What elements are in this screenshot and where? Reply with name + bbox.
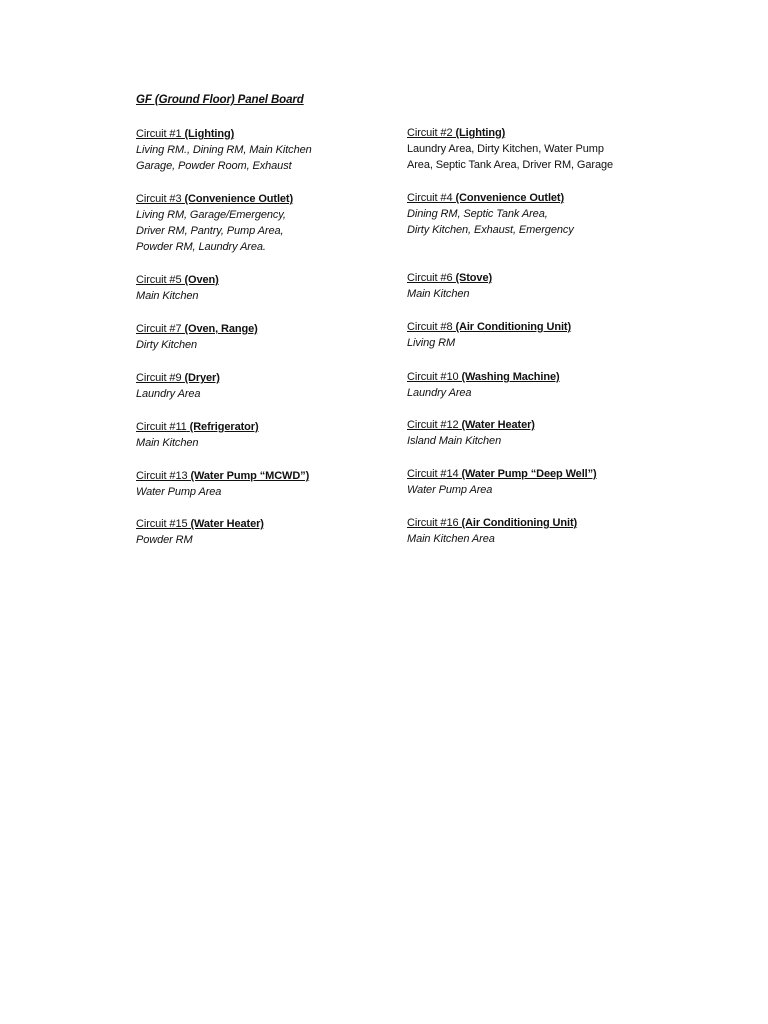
circuit-number: Circuit #6 xyxy=(407,272,453,284)
circuit-entry xyxy=(136,321,386,353)
circuit-type: (Water Heater) xyxy=(190,518,264,530)
circuit-area: Water Pump Area xyxy=(407,484,493,496)
circuit-heading xyxy=(407,369,657,385)
circuit-number: Circuit #11 xyxy=(136,421,187,433)
circuit-heading xyxy=(407,270,657,286)
circuit-entry xyxy=(407,270,657,302)
circuit-type: (Lighting) xyxy=(455,127,506,139)
circuit-entry xyxy=(407,466,657,498)
circuit-heading xyxy=(136,468,386,484)
circuit-heading xyxy=(407,417,657,433)
circuit-type: (Water Heater) xyxy=(461,419,535,431)
circuit-type: (Lighting) xyxy=(184,128,235,140)
circuit-type: (Dryer) xyxy=(184,372,220,384)
circuit-entry xyxy=(407,319,657,351)
circuit-number: Circuit #1 xyxy=(136,128,182,140)
circuit-area: Dirty Kitchen xyxy=(136,339,198,351)
circuit-type: (Stove) xyxy=(455,272,493,284)
page-title: GF (Ground Floor) Panel Board xyxy=(136,94,304,106)
circuit-area: Living RM xyxy=(407,337,456,349)
circuit-area: Main Kitchen xyxy=(136,437,199,449)
circuit-heading xyxy=(407,515,657,531)
circuit-number: Circuit #3 xyxy=(136,193,182,205)
circuit-entry xyxy=(407,125,657,173)
circuit-type: (Oven) xyxy=(184,274,219,286)
circuit-entry xyxy=(407,515,657,547)
circuit-entry xyxy=(136,370,386,402)
circuit-number: Circuit #5 xyxy=(136,274,182,286)
circuit-entry xyxy=(136,419,386,451)
circuit-number: Circuit #7 xyxy=(136,323,182,335)
circuit-area: Main Kitchen xyxy=(136,290,199,302)
circuit-number: Circuit #13 xyxy=(136,470,188,482)
circuit-heading xyxy=(136,516,386,532)
circuit-area: Main Kitchen Area xyxy=(407,533,495,545)
circuit-area: Island Main Kitchen xyxy=(407,435,502,447)
circuit-heading xyxy=(136,272,386,288)
circuit-area: Dining RM, Septic Tank Area, Dirty Kitchen, Exhaust, Emergency xyxy=(407,208,574,236)
circuit-entry xyxy=(136,516,386,548)
circuit-area: Living RM, Garage/Emergency, Driver RM, Pantry, Pump Area, Powder RM, Laundry Area. xyxy=(136,209,286,253)
circuit-number: Circuit #8 xyxy=(407,321,453,333)
circuit-number: Circuit #10 xyxy=(407,371,459,383)
circuit-entry xyxy=(407,190,657,238)
circuit-entry xyxy=(136,468,386,500)
circuit-entry xyxy=(136,272,386,304)
circuit-number: Circuit #14 xyxy=(407,468,459,480)
circuit-type: (Water Pump “Deep Well”) xyxy=(461,468,597,480)
circuit-area: Laundry Area xyxy=(407,387,472,399)
circuit-type: (Air Conditioning Unit) xyxy=(455,321,572,333)
circuit-area: Laundry Area xyxy=(136,388,201,400)
circuit-heading xyxy=(407,466,657,482)
circuit-number: Circuit #12 xyxy=(407,419,459,431)
circuit-entry xyxy=(407,369,657,401)
circuit-heading xyxy=(136,321,386,337)
circuit-area: Main Kitchen xyxy=(407,288,470,300)
circuit-number: Circuit #16 xyxy=(407,517,459,529)
circuit-type: (Air Conditioning Unit) xyxy=(461,517,578,529)
circuit-area: Water Pump Area xyxy=(136,486,222,498)
circuit-heading xyxy=(136,191,386,207)
circuit-heading xyxy=(407,319,657,335)
circuit-type: (Water Pump “MCWD”) xyxy=(190,470,310,482)
circuit-entry xyxy=(136,126,386,174)
circuit-type: (Washing Machine) xyxy=(461,371,560,383)
circuit-heading xyxy=(407,190,657,206)
circuit-area: Living RM., Dining RM, Main Kitchen Garage, Powder Room, Exhaust xyxy=(136,144,312,172)
circuit-number: Circuit #4 xyxy=(407,192,453,204)
circuit-heading xyxy=(407,125,657,141)
circuit-entry xyxy=(136,191,386,255)
circuit-number: Circuit #9 xyxy=(136,372,182,384)
circuit-heading xyxy=(136,370,386,386)
circuit-type: (Convenience Outlet) xyxy=(455,192,565,204)
circuit-number: Circuit #2 xyxy=(407,127,453,139)
circuit-area: Laundry Area, Dirty Kitchen, Water Pump Area, Septic Tank Area, Driver RM, Garage xyxy=(407,143,614,171)
circuit-heading xyxy=(136,419,386,435)
circuit-area: Powder RM xyxy=(136,534,193,546)
circuit-type: (Refrigerator) xyxy=(189,421,259,433)
circuit-heading xyxy=(136,126,386,142)
circuit-type: (Convenience Outlet) xyxy=(184,193,294,205)
circuit-number: Circuit #15 xyxy=(136,518,188,530)
circuit-entry xyxy=(407,417,657,449)
circuit-type: (Oven, Range) xyxy=(184,323,258,335)
